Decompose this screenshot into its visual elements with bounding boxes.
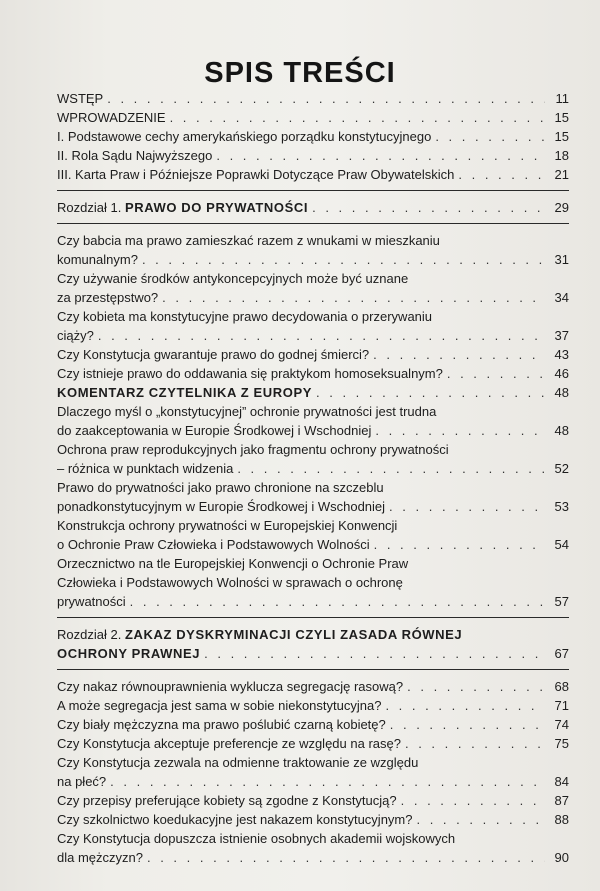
dot-leader [435,127,545,146]
toc-entry-page: 52 [554,461,569,476]
dot-leader [162,288,545,307]
dot-leader [216,146,545,165]
toc-entry[interactable] [57,440,569,478]
toc-entry-text: Dlaczego myśl o „konstytucyjnej” ochronie prywatności jest trudna [57,404,437,419]
dot-leader [237,459,545,478]
toc-entry-page: 11 [555,91,569,106]
toc-entry[interactable] [57,696,569,715]
toc-entry-page: 15 [554,129,569,144]
toc-entry-text: o Ochronie Praw Człowieka i Podstawowych Wolności [57,537,370,552]
toc-entry-text: – różnica w punktach widzenia [57,461,234,476]
toc-entry-text: III. Karta Praw i Późniejsze Poprawki Dotyczące Praw Obywatelskich [57,167,455,182]
toc-entry-text: Orzecznictwo na tle Europejskiej Konwencji o Ochronie Praw [57,556,409,571]
toc-entry[interactable] [57,516,569,554]
chapter-2-entry[interactable] [57,625,569,663]
dot-leader [312,198,545,217]
toc-entry-text: Czy istnieje prawo do oddawania się praktykom homoseksualnym? [57,366,443,381]
toc-entry-text: Czy szkolnictwo koedukacyjne jest nakazem konstytucyjnym? [57,812,413,827]
dot-leader [373,345,545,364]
toc-entry-page: 84 [554,774,569,789]
dot-leader [390,715,545,734]
toc-group-chapter-1 [57,231,569,383]
toc-entry[interactable] [57,402,569,440]
commentary-title: KOMENTARZ CZYTELNIKA Z EUROPY [57,385,313,400]
toc-entry[interactable] [57,734,569,753]
toc-entry[interactable] [57,108,569,127]
toc-entry-page: 68 [554,679,569,694]
chapter-2-name-line1: ZAKAZ DYSKRYMINACJI CZYLI ZASADA RÓWNEJ [124,627,463,642]
toc-entry-page: 90 [554,850,569,865]
toc-entry-page: 15 [554,110,569,125]
toc-entry-text: Czy przepisy preferujące kobiety są zgodne z Konstytucją? [57,793,397,808]
toc-entry[interactable] [57,89,569,108]
toc-entry-page: 37 [554,328,569,343]
toc-entry-text: Czy biały mężczyzna ma prawo poślubić czarną kobietę? [57,717,386,732]
toc-entry-text: Czy Konstytucja dopuszcza istnienie osobnych akademii wojskowych [57,831,456,846]
toc-entry[interactable] [57,231,569,269]
toc-group-chapter-2 [57,677,569,867]
chapter-1-name: PRAWO DO PRYWATNOŚCI [124,200,309,215]
toc-entry[interactable] [57,345,569,364]
toc-entry-text: komunalnym? [57,252,138,267]
chapter-2-page: 67 [554,646,569,661]
toc-entry-text: dla mężczyzn? [57,850,143,865]
dot-leader [405,734,545,753]
toc-entry-text: Człowieka i Podstawowych Wolności w sprawach o ochronę [57,575,403,590]
dot-leader [142,250,545,269]
toc-entry-page: 88 [554,812,569,827]
toc-entry[interactable] [57,715,569,734]
toc-entry-text: Czy babcia ma prawo zamieszkać razem z wnukami w mieszkaniu [57,233,440,248]
dot-leader [389,497,545,516]
toc-entry[interactable] [57,127,569,146]
toc-entry[interactable] [57,829,569,867]
toc-entry-page: 46 [554,366,569,381]
chapter-2-name-line2: OCHRONY PRAWNEJ [57,646,201,661]
toc-entry-page: 57 [554,594,569,609]
divider [57,223,569,224]
dot-leader [204,644,545,663]
toc-entry-text: WSTĘP [57,91,104,106]
toc-entry[interactable] [57,269,569,307]
toc-entry[interactable] [57,810,569,829]
toc-entry-text: prywatności [57,594,126,609]
chapter-1-prefix: Rozdział 1. [57,200,122,215]
divider [57,669,569,670]
chapter-2-prefix: Rozdział 2. [57,627,122,642]
toc-entry-text: I. Podstawowe cechy amerykańskiego porządku konstytucyjnego [57,129,432,144]
commentary-entry[interactable] [57,383,569,402]
dot-leader [416,810,545,829]
commentary-page: 48 [554,385,569,400]
toc-entry-page: 31 [554,252,569,267]
toc-entry-page: 87 [554,793,569,808]
toc-entry-page: 75 [554,736,569,751]
toc-entry-text: II. Rola Sądu Najwyższego [57,148,213,163]
toc-entry[interactable] [57,791,569,810]
table-of-contents [57,89,569,867]
dot-leader [401,791,545,810]
toc-entry-page: 53 [554,499,569,514]
toc-entry-text: Czy Konstytucja zezwala na odmienne traktowanie ze względu [57,755,419,770]
dot-leader [375,421,545,440]
toc-entry-text: za przestępstwo? [57,290,159,305]
toc-entry-text: WPROWADZENIE [57,110,166,125]
toc-group-commentary [57,402,569,611]
toc-entry-text: Ochrona praw reprodukcyjnych jako fragmentu ochrony prywatności [57,442,449,457]
toc-entry-text: do zaakceptowania w Europie Środkowej i Wschodniej [57,423,372,438]
divider [57,617,569,618]
toc-entry[interactable] [57,554,569,611]
toc-entry-page: 34 [554,290,569,305]
toc-entry-text: Czy nakaz równouprawnienia wyklucza segregację rasową? [57,679,404,694]
toc-entry-page: 21 [554,167,569,182]
toc-group-intro [57,89,569,184]
dot-leader [407,677,545,696]
toc-entry[interactable] [57,165,569,184]
dot-leader [374,535,545,554]
chapter-1-page: 29 [554,200,569,215]
dot-leader [447,364,545,383]
dot-leader [107,89,545,108]
toc-entry-page: 18 [554,148,569,163]
dot-leader [110,772,545,791]
toc-entry-text: ciąży? [57,328,94,343]
toc-entry-text: A może segregacja jest sama w sobie niekonstytucyjna? [57,698,382,713]
divider [57,190,569,191]
toc-entry-text: Konstrukcja ochrony prywatności w Europejskiej Konwencji [57,518,398,533]
dot-leader [130,592,545,611]
dot-leader [147,848,545,867]
toc-entry[interactable] [57,364,569,383]
toc-entry-page: 43 [554,347,569,362]
toc-entry[interactable] [57,677,569,696]
toc-entry-page: 54 [554,537,569,552]
toc-entry-text: Czy używanie środków antykoncepcyjnych może być uznane [57,271,409,286]
dot-leader [385,696,545,715]
toc-entry-text: Czy kobieta ma konstytucyjne prawo decydowania o przerywaniu [57,309,433,324]
dot-leader [170,108,545,127]
toc-entry-text: ponadkonstytucyjnym w Europie Środkowej i Wschodniej [57,499,386,514]
toc-entry-text: Czy Konstytucja akceptuje preferencje ze względu na rasę? [57,736,401,751]
page-title: SPIS TREŚCI [204,57,396,90]
toc-entry-page: 48 [554,423,569,438]
toc-entry[interactable] [57,307,569,345]
dot-leader [98,326,545,345]
toc-entry-page: 74 [554,717,569,732]
toc-entry[interactable] [57,478,569,516]
dot-leader [316,383,545,402]
toc-entry-page: 71 [554,698,569,713]
dot-leader [458,165,545,184]
toc-entry[interactable] [57,146,569,165]
toc-entry-text: Czy Konstytucja gwarantuje prawo do godnej śmierci? [57,347,370,362]
toc-entry[interactable] [57,753,569,791]
toc-entry-text: na płeć? [57,774,107,789]
toc-entry-text: Prawo do prywatności jako prawo chronione na szczeblu [57,480,384,495]
chapter-1-entry[interactable] [57,198,569,217]
